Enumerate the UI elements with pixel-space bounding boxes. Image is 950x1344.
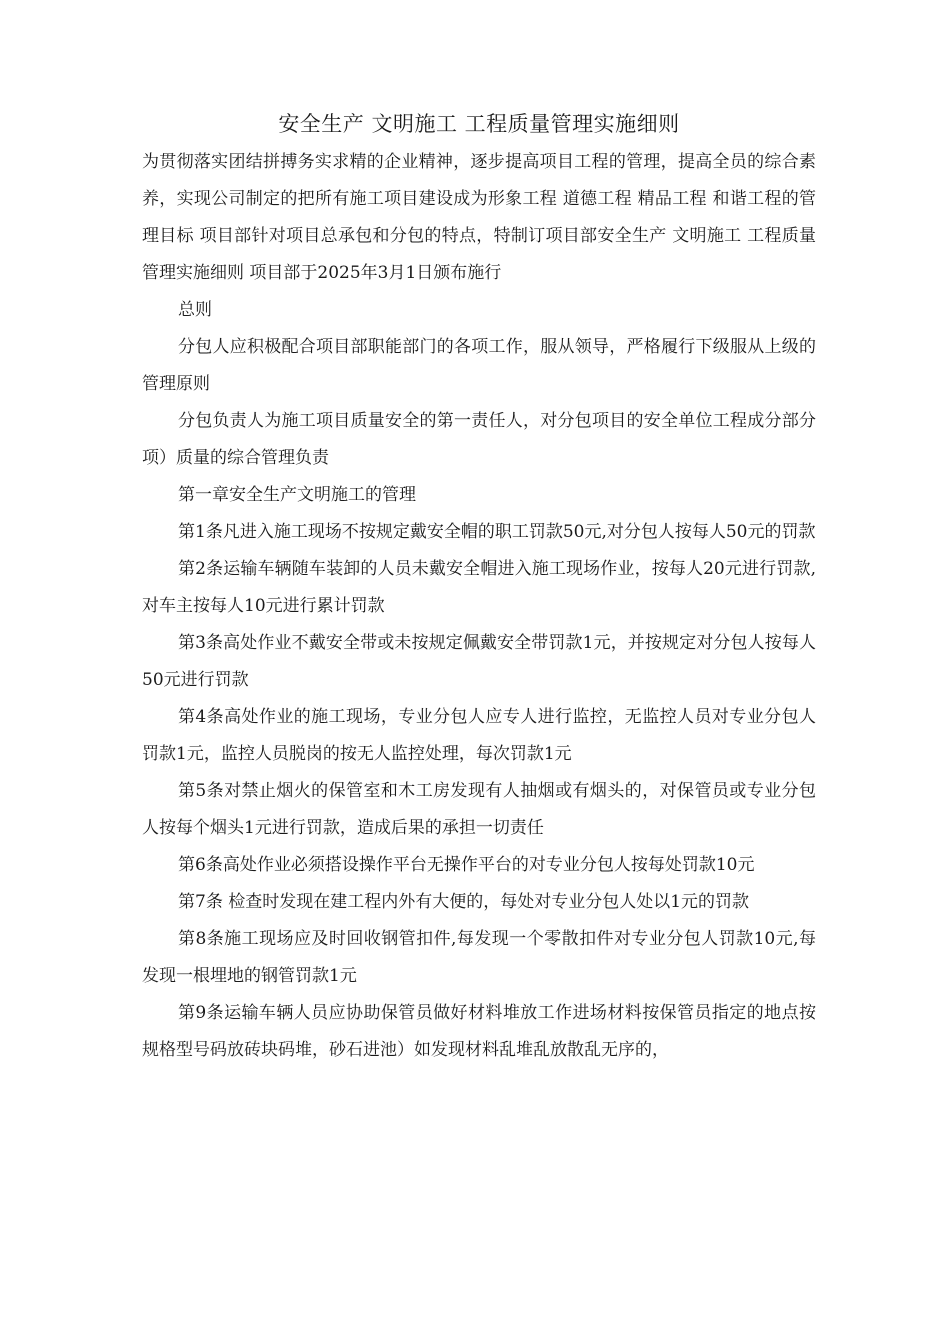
- document-page: [142, 104, 816, 1069]
- paragraph-4: 分包负责人为施工项目质量安全的第一责任人，对分包项目的安全单位工程成分部分项）质量的综合管理负责: [142, 411, 816, 468]
- paragraph-14: 第9条运输车辆人员应协助保管员做好材料堆放工作进场材料按保管员指定的地点按规格型号码放砖块码堆，砂石进池）如发现材料乱堆乱放散乱无序的，: [142, 1003, 816, 1060]
- paragraph-10: 第5条对禁止烟火的保管室和木工房发现有人抽烟或有烟头的，对保管员或专业分包人按每个烟头1元进行罚款，造成后果的承担一切责任: [142, 781, 816, 838]
- paragraph-1: 为贯彻落实团结拼搏务实求精的企业精神，逐步提高项目工程的管理，提高全员的综合素养，实现公司制定的把所有施工项目建设成为形象工程 道德工程 精品工程 和谐工程的管理目标 项目部针对项目总承包和分包的特点，特制订项目部安全生产 文明施工 工程质量管理实施细则 项目部于2025年3月1日颁布施行: [142, 152, 816, 283]
- paragraph-9: 第4条高处作业的施工现场，专业分包人应专人进行监控，无监控人员对专业分包人罚款1元，监控人员脱岗的按无人监控处理，每次罚款1元: [142, 707, 816, 764]
- paragraph-12: 第7条 检查时发现在建工程内外有大便的，每处对专业分包人处以1元的罚款: [178, 892, 750, 912]
- paragraph-11: 第6条高处作业必须搭设操作平台无操作平台的对专业分包人按每处罚款10元: [178, 855, 755, 875]
- paragraph-6: 第1条凡进入施工现场不按规定戴安全帽的职工罚款50元,对分包人按每人50元的罚款: [178, 522, 816, 542]
- paragraph-5: 第一章安全生产文明施工的管理: [178, 485, 416, 505]
- document-title: 安全生产 文明施工 工程质量管理实施细则: [278, 112, 680, 136]
- paragraph-13: 第8条施工现场应及时回收钢管扣件,每发现一个零散扣件对专业分包人罚款10元,每发现一根埋地的钢管罚款1元: [142, 929, 816, 986]
- paragraph-2: 总则: [178, 300, 212, 320]
- paragraph-8: 第3条高处作业不戴安全带或未按规定佩戴安全带罚款1元，并按规定对分包人按每人50元进行罚款: [142, 633, 816, 690]
- document-body: [142, 144, 816, 1069]
- paragraph-7: 第2条运输车辆随车装卸的人员未戴安全帽进入施工现场作业，按每人20元进行罚款,对车主按每人10元进行累计罚款: [142, 559, 816, 616]
- paragraph-3: 分包人应积极配合项目部职能部门的各项工作，服从领导，严格履行下级服从上级的管理原则: [142, 337, 816, 394]
